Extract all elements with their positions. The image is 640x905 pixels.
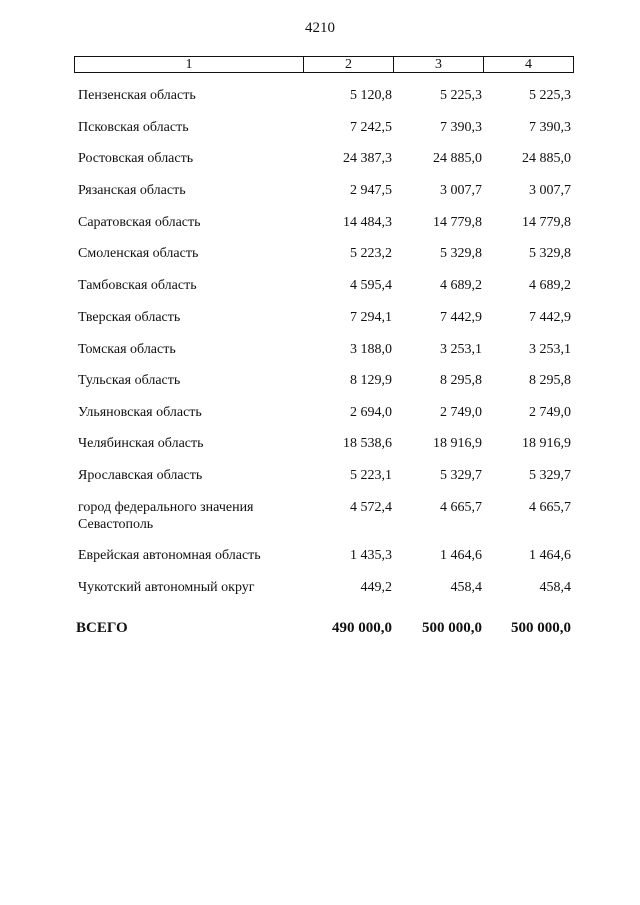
value-col-3: 2 749,0 [440, 405, 482, 420]
value-col-2: 7 294,1 [350, 310, 392, 325]
region-name: Тверская область [78, 310, 181, 325]
value-col-3: 5 329,7 [440, 468, 482, 483]
header-col-3: 3 [394, 57, 484, 72]
value-col-2: 1 435,3 [350, 548, 392, 563]
value-col-2: 18 538,6 [343, 436, 392, 451]
total-col-2: 490 000,0 [332, 620, 392, 636]
value-col-2: 2 694,0 [350, 405, 392, 420]
value-col-3: 7 442,9 [440, 310, 482, 325]
header-col-1: 1 [75, 57, 304, 72]
value-col-4: 2 749,0 [529, 405, 571, 420]
value-col-3: 3 253,1 [440, 342, 482, 357]
value-col-2: 449,2 [360, 580, 392, 595]
region-name: Ростовская область [78, 151, 194, 166]
page-number: 4210 [305, 20, 335, 36]
value-col-3: 18 916,9 [433, 436, 482, 451]
value-col-4: 4 689,2 [529, 278, 571, 293]
value-col-2: 2 947,5 [350, 183, 392, 198]
value-col-2: 8 129,9 [350, 373, 392, 388]
value-col-4: 5 329,7 [529, 468, 571, 483]
value-col-4: 18 916,9 [522, 436, 571, 451]
value-col-3: 8 295,8 [440, 373, 482, 388]
value-col-2: 5 223,1 [350, 468, 392, 483]
header-col-4: 4 [525, 56, 532, 72]
region-name: Чукотский автономный округ [78, 580, 255, 595]
region-name: Смоленская область [78, 246, 199, 261]
value-col-2: 14 484,3 [343, 215, 392, 230]
region-name: Тамбовская область [78, 278, 197, 293]
table-header [74, 56, 574, 73]
header-col-2: 2 [304, 57, 394, 72]
value-col-3: 5 225,3 [440, 88, 482, 103]
total-label: ВСЕГО [76, 620, 128, 636]
region-name: Тульская область [78, 373, 181, 388]
value-col-2: 4 595,4 [350, 278, 392, 293]
value-col-2: 4 572,4 [350, 500, 392, 515]
region-name: Ярославская область [78, 468, 203, 483]
value-col-4: 3 253,1 [529, 342, 571, 357]
value-col-2: 5 223,2 [350, 246, 392, 261]
value-col-4: 4 665,7 [529, 500, 571, 515]
region-name: город федерального значения Севастополь [78, 500, 254, 532]
value-col-4: 5 225,3 [529, 88, 571, 103]
region-name: Ульяновская область [78, 405, 202, 420]
value-col-3: 14 779,8 [433, 215, 482, 230]
value-col-4: 7 390,3 [529, 120, 571, 135]
region-name: Еврейская автономная область [78, 548, 261, 563]
value-col-4: 7 442,9 [529, 310, 571, 325]
value-col-3: 4 689,2 [440, 278, 482, 293]
value-col-2: 3 188,0 [350, 342, 392, 357]
region-name: Саратовская область [78, 215, 201, 230]
value-col-4: 1 464,6 [529, 548, 571, 563]
value-col-4: 24 885,0 [522, 151, 571, 166]
region-name: Псковская область [78, 120, 189, 135]
value-col-4: 5 329,8 [529, 246, 571, 261]
region-name: Рязанская область [78, 183, 186, 198]
total-col-4: 500 000,0 [511, 620, 571, 636]
value-col-3: 24 885,0 [433, 151, 482, 166]
value-col-3: 458,4 [450, 580, 482, 595]
value-col-3: 5 329,8 [440, 246, 482, 261]
value-col-4: 14 779,8 [522, 215, 571, 230]
value-col-4: 458,4 [539, 580, 571, 595]
value-col-4: 8 295,8 [529, 373, 571, 388]
region-name: Томская область [78, 342, 176, 357]
region-name: Челябинская область [78, 436, 204, 451]
value-col-3: 7 390,3 [440, 120, 482, 135]
value-col-3: 4 665,7 [440, 500, 482, 515]
value-col-4: 3 007,7 [529, 183, 571, 198]
value-col-3: 1 464,6 [440, 548, 482, 563]
value-col-2: 24 387,3 [343, 151, 392, 166]
total-col-3: 500 000,0 [422, 620, 482, 636]
value-col-2: 7 242,5 [350, 120, 392, 135]
value-col-3: 3 007,7 [440, 183, 482, 198]
value-col-2: 5 120,8 [350, 88, 392, 103]
region-name: Пензенская область [78, 88, 196, 103]
